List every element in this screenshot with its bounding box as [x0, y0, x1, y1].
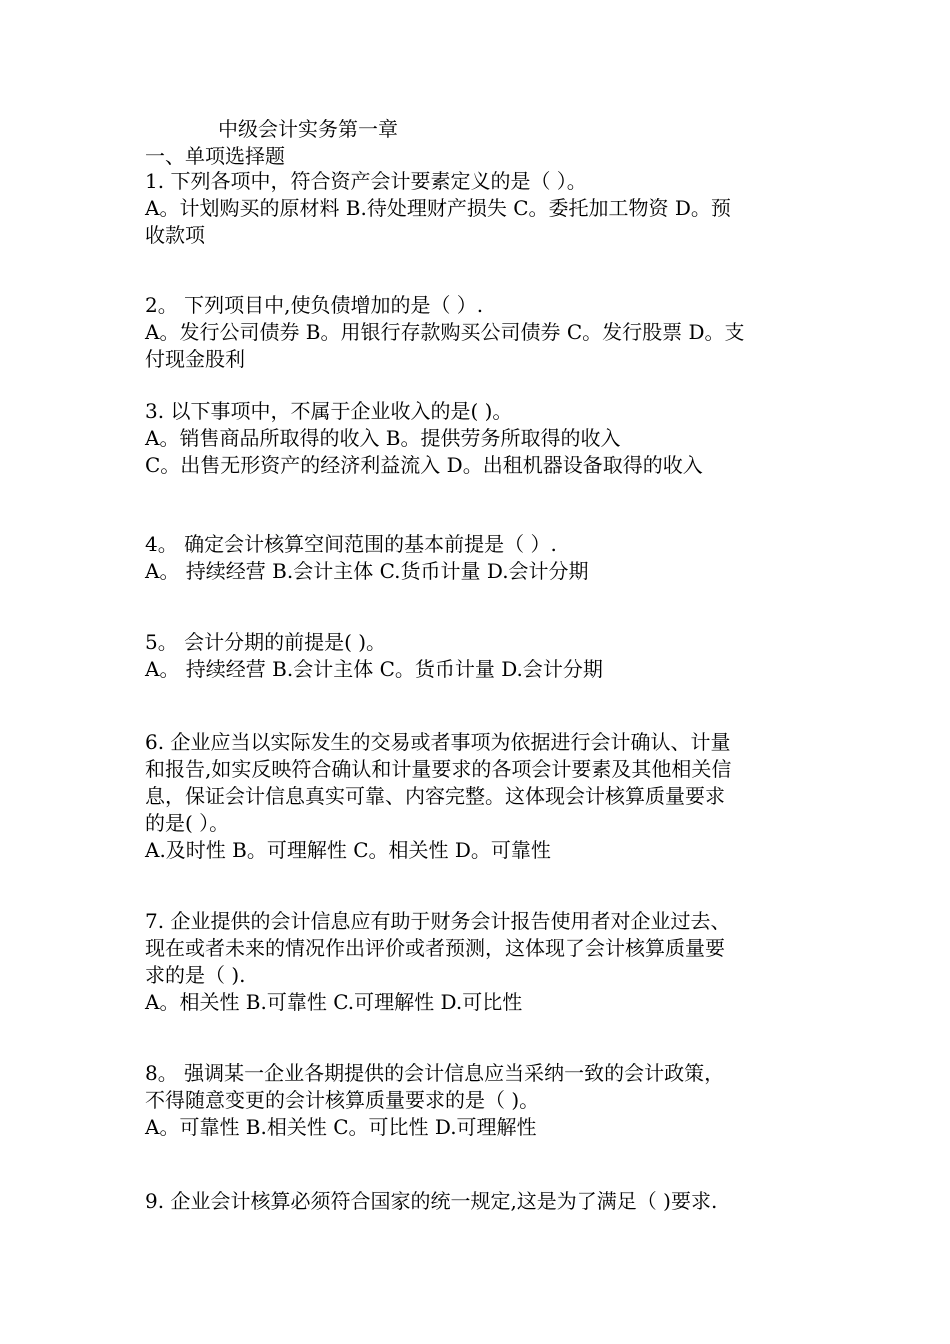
question-1-options-cont: 收款项 — [145, 223, 205, 247]
question-5-options: A。 持续经营 B.会计主体 C。货币计量 D.会计分期 — [145, 657, 603, 681]
question-8 — [145, 1060, 815, 1141]
question-5-stem: 5。 会计分期的前提是( )。 — [145, 630, 387, 654]
question-9 — [145, 1188, 815, 1215]
question-5 — [145, 629, 815, 683]
question-6 — [145, 729, 815, 864]
question-3-options: A。销售商品所取得的收入 B。提供劳务所取得的收入 — [145, 426, 621, 450]
section-heading: 一、单项选择题 — [145, 144, 285, 168]
question-4-stem: 4。 确定会计核算空间范围的基本前提是（ ）. — [145, 532, 557, 556]
question-2-options-cont: 付现金股利 — [145, 347, 245, 371]
question-2-stem: 2。 下列项目中,使负债增加的是（ ）. — [145, 293, 484, 317]
question-7 — [145, 908, 815, 1016]
question-6-options: A.及时性 B。可理解性 C。相关性 D。可靠性 — [145, 838, 551, 862]
question-7-stem-line-1: 7. 企业提供的会计信息应有助于财务会计报告使用者对企业过去、 — [145, 909, 731, 933]
question-1 — [145, 168, 815, 249]
question-7-options: A。相关性 B.可靠性 C.可理解性 D.可比性 — [145, 990, 523, 1014]
question-9-stem: 9. 企业会计核算必须符合国家的统一规定,这是为了满足（ )要求. — [145, 1189, 718, 1213]
question-4 — [145, 531, 815, 585]
question-6-stem-line-2: 和报告,如实反映符合确认和计量要求的各项会计要素及其他相关信 — [145, 757, 732, 781]
question-7-stem-line-2: 现在或者未来的情况作出评价或者预测，这体现了会计核算质量要 — [145, 936, 725, 960]
question-7-stem-line-3: 求的是（ ). — [145, 963, 246, 987]
question-6-stem-line-3: 息，保证会计信息真实可靠、内容完整。这体现会计核算质量要求 — [145, 784, 725, 808]
question-3 — [145, 398, 815, 479]
question-8-stem-line-2: 不得随意变更的会计核算质量要求的是（ )。 — [145, 1088, 540, 1112]
question-3-stem: 3. 以下事项中，不属于企业收入的是( )。 — [145, 399, 513, 423]
document-title: 中级会计实务第一章 — [218, 117, 398, 141]
question-2-options: A。发行公司债券 B。用银行存款购买公司债券 C。发行股票 D。支 — [145, 320, 745, 344]
question-2 — [145, 292, 815, 373]
question-8-stem-line-1: 8。 强调某一企业各期提供的会计信息应当采纳一致的会计政策， — [145, 1061, 725, 1085]
question-6-stem-line-1: 6. 企业应当以实际发生的交易或者事项为依据进行会计确认、计量 — [145, 730, 731, 754]
question-4-options: A。 持续经营 B.会计主体 C.货币计量 D.会计分期 — [145, 559, 589, 583]
question-1-options: A。计划购买的原材料 B.待处理财产损失 C。委托加工物资 D。预 — [145, 196, 731, 220]
question-6-stem-line-4: 的是( ）。 — [145, 811, 230, 835]
question-1-stem: 1. 下列各项中，符合资产会计要素定义的是（ ）。 — [145, 169, 587, 193]
question-3-options-cont: C。出售无形资产的经济利益流入 D。出租机器设备取得的收入 — [145, 453, 703, 477]
question-8-options: A。可靠性 B.相关性 C。可比性 D.可理解性 — [145, 1115, 537, 1139]
